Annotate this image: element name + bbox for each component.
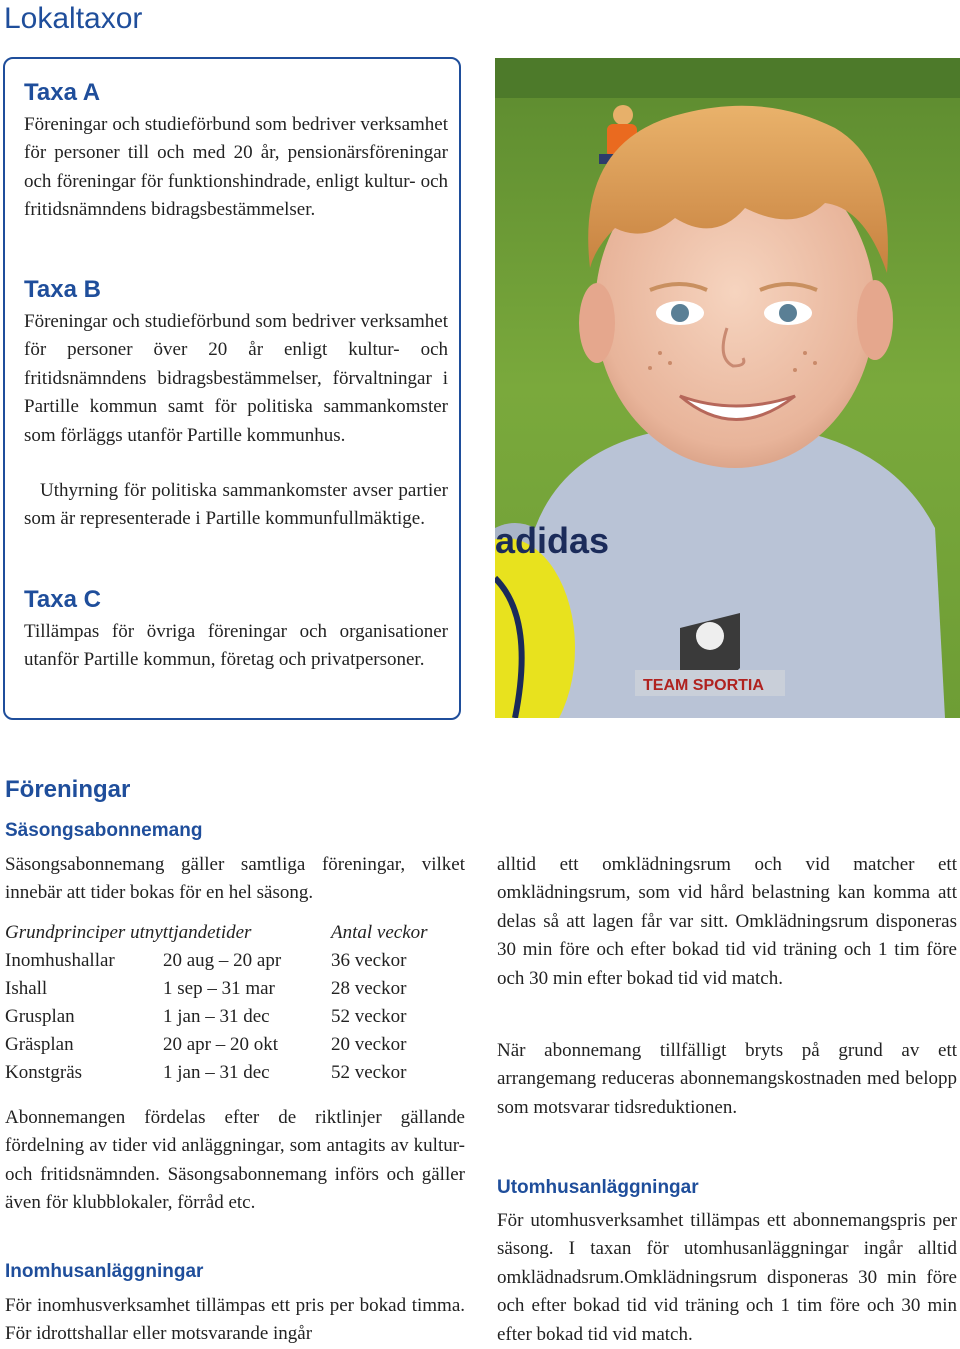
table-cell: Gräsplan [5,1034,74,1055]
subheading-sasongsabonnemang: Säsongsabonnemang [5,820,203,841]
sasong-after-text: Abonnemangen fördelas efter de riktlinjer gällande fördelning av tider vid anläggningar, som antagits av kultur- och fritidsnämnden. Säsongsabonnemang införs och gäller även för klubblokaler, förråd etc. [5,1107,465,1214]
page-title: Lokaltaxor [4,2,143,35]
table-cell: 1 sep – 31 mar [163,978,275,999]
right-paragraph-2: När abonnemang tillfälligt bryts på grund av ett arrangemang reduceras abonnemangskostnaden med belopp som motsvarar tidsreduktionen. [497,1040,957,1118]
taxa-b-text: Föreningar och studieförbund som bedriver verksamhet för personer över 20 år enligt kultur- och fritidsnämndens bidragsbestämmelser, förvaltningar i Partille kommun samt för politiska sammankomster som förläggs utanför Partille kommunhus. [24,311,448,446]
table-row [5,1031,461,1059]
table-cell: 20 apr – 20 okt [163,1034,279,1055]
right-paragraph-1: alltid ett omklädningsrum och vid matcher ett omklädningsrum, som vid hård belastning kan komma att delas så att lagen får var sitt. Omklädningsrum disponeras 30 min före och efter bokad tid vid träning och 1 tim före och 30 min efter bokad tid vid match. [497,854,957,989]
taxa-b-text-2: Uthyrning för politiska sammankomster avser partier som är representerade i Partille kommunfullmäktige. [24,480,448,530]
taxa-a-heading: Taxa A [24,79,101,106]
schedule-table [5,919,461,1087]
table-header-cell: Antal veckor [331,922,428,943]
sasong-intro-text: Säsongsabonnemang gäller samtliga föreningar, vilket innebär att tider bokas för en hel säsong. [5,854,465,904]
table-cell: 36 veckor [331,950,407,971]
table-cell: 1 jan – 31 dec [163,1062,270,1083]
table-row [5,947,461,975]
table-cell: 20 veckor [331,1034,407,1055]
table-header-row [5,919,461,947]
team-badge-text: TEAM SPORTIA [643,677,764,694]
shirt-brand-text: adidas [495,520,610,561]
table-row [5,1059,461,1087]
table-row [5,975,461,1003]
taxa-b-heading: Taxa B [24,276,101,303]
table-cell: 1 jan – 31 dec [163,1006,270,1027]
table-cell: 52 veckor [331,1006,407,1027]
table-header-cell: Grundprinciper utnyttjandetider [5,922,252,943]
taxa-a-text: Föreningar och studieförbund som bedriver verksamhet för personer till och med 20 år, pensionärsföreningar och föreningar för funktionshindrade, enligt kultur- och fritidsnämndens bidragsbestämmelser. [24,114,448,221]
utomhus-text: För utomhusverksamhet tillämpas ett abonnemangspris per säsong. I taxan för utomhusanläggningar ingår alltid omklädnadsrum.Omklädningsrum disponeras 30 min före och efter bokad tid vid träning och 1 tim före och 30 min efter bokad tid vid match. [497,1210,957,1345]
subheading-utomhusanlaggningar: Utomhusanläggningar [497,1177,699,1198]
table-cell: Ishall [5,978,48,999]
table-row [5,1003,461,1031]
table-cell: 28 veckor [331,978,407,999]
table-cell: Konstgräs [5,1062,83,1083]
table-cell: Grusplan [5,1006,75,1027]
subheading-inomhusanlaggningar: Inomhusanläggningar [5,1261,204,1282]
taxa-c-heading: Taxa C [24,586,101,613]
inomhus-text: För inomhusverksamhet tillämpas ett pris per bokad timma. För idrottshallar eller motsvarande ingår [5,1295,465,1345]
section-heading-foreningar: Föreningar [5,776,131,803]
table-cell: 20 aug – 20 apr [163,950,282,971]
child-football-photo [495,58,960,718]
table-cell: Inomhushallar [5,950,115,971]
taxa-c-text: Tillämpas för övriga föreningar och organisationer utanför Partille kommun, företag och privatpersoner. [24,621,448,671]
table-cell: 52 veckor [331,1062,407,1083]
